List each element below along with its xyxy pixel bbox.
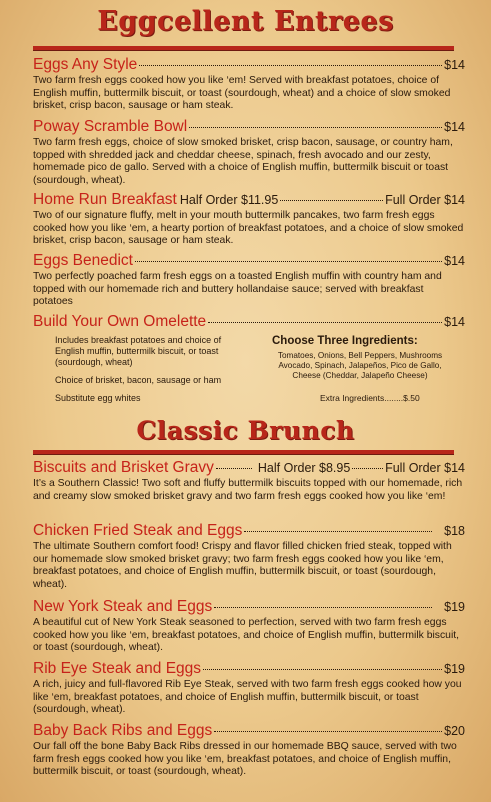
leader-dots: [139, 65, 442, 66]
leader-dots: [280, 200, 383, 201]
item-description: A rich, juicy and full-flavored Rib Eye Steak, served with two farm fresh eggs cooked how you like ‘em, breakfast potatoes, and choice of English muffin, buttermilk biscuit, or toast (sourdough, wheat).: [33, 679, 462, 716]
section-divider: [33, 46, 454, 50]
menu-item-poway-scramble-bowl: [33, 118, 465, 187]
leader-dots: [214, 607, 432, 608]
menu-item-home-run-breakfast: [33, 191, 465, 248]
menu-item-eggs-any-style: [33, 56, 465, 113]
item-price: $18: [444, 524, 465, 538]
item-name: Poway Scramble Bowl: [33, 118, 188, 135]
menu-item-new-york-steak-and-eggs: [33, 598, 465, 655]
item-price: $14: [444, 120, 465, 134]
item-half-price: Half Order $11.95: [179, 193, 279, 207]
section-title-brunch: Classic Brunch: [136, 416, 355, 445]
menu-item-build-your-own-omelette: [33, 313, 465, 331]
item-name: Baby Back Ribs and Eggs: [33, 722, 213, 739]
ingredients-line-1: Tomatoes, Onions, Bell Peppers, Mushrooms: [277, 351, 443, 360]
omelette-includes: Includes breakfast potatoes and choice of English muffin, buttermilk biscuit, or toast (sourdough, wheat): [55, 335, 222, 367]
leader-dots: [214, 731, 442, 732]
menu-item-baby-back-ribs-and-eggs: [33, 722, 465, 779]
leader-dots: [216, 468, 252, 469]
menu-item-rib-eye-steak-and-eggs: [33, 660, 465, 717]
omelette-meat-choice: Choice of brisket, bacon, sausage or ham: [55, 375, 222, 385]
item-price: $20: [444, 724, 465, 738]
leader-dots: [352, 468, 383, 469]
menu-item-biscuits-and-brisket-gravy: [33, 459, 465, 503]
item-description: The ultimate Southern comfort food! Crispy and flavor filled chicken fried steak, topped with our homemade slow smoked brisket gravy; two farm fresh eggs cooked how you like ‘em, breakfast potatoes, and choice of English muffin, buttermilk biscuit, or toast (sourdough, wheat).: [33, 541, 452, 590]
item-price: $19: [444, 600, 465, 614]
item-half-price: Half Order $8.95: [257, 461, 351, 475]
extra-ingredients: Extra Ingredients........$.50: [320, 393, 420, 403]
item-price: $19: [444, 662, 465, 676]
item-price: $14: [444, 58, 465, 72]
item-price: $14: [444, 315, 465, 329]
leader-dots: [203, 669, 442, 670]
item-description: It’s a Southern Classic! Two soft and fluffy buttermilk biscuits topped with our homemade, rich and creamy slow smoked brisket gravy and two farm fresh eggs cooked how you like ‘em!: [33, 478, 463, 502]
ingredients-line-3: Cheese (Cheddar, Jalapeño Cheese): [292, 371, 428, 380]
section-title-entrees: Eggcellent Entrees: [97, 6, 394, 37]
choose-ingredients-heading: Choose Three Ingredients:: [272, 335, 418, 347]
item-price: Full Order $14: [385, 461, 465, 475]
item-name: Eggs Benedict: [33, 252, 133, 269]
section-divider: [33, 450, 454, 454]
item-description: Our fall off the bone Baby Back Ribs dressed in our homemade BBQ sauce, served with two farm fresh eggs cooked how you like ‘em, breakfast potatoes, and choice of English muffin, buttermilk biscuit, or toast (sourdough, wheat).: [33, 741, 457, 778]
item-description: Two of our signature fluffy, melt in your mouth buttermilk pancakes, two farm fresh eggs cooked how you like ‘em, a hearty portion of breakfast potatoes, and a choice of slow smoked brisket, crisp bacon, sausage or ham steak.: [33, 210, 464, 247]
item-description: Two farm fresh eggs, choice of slow smoked brisket, crisp bacon, sausage, or country ham, topped with shredded jack and cheddar cheese, spinach, fresh avocado and our zesty, homemade pico de gallo. Served with a choice of English muffin, buttermilk biscuit or toast (sourdough, wheat).: [33, 137, 453, 186]
item-description: Two perfectly poached farm fresh eggs on a toasted English muffin with country ham and topped with our homemade rich and buttery hollandaise sauce; served with breakfast potatoes: [33, 271, 442, 308]
ingredients-line-2: Avocado, Spinach, Jalapeños, Pico de Gallo,: [278, 361, 442, 370]
item-description: Two farm fresh eggs cooked how you like ‘em! Served with breakfast potatoes, choice of English muffin, buttermilk biscuit, or toast (sourdough, wheat) and a choice of slow smoked brisket, crisp bacon, sausage or ham steak.: [33, 75, 451, 112]
leader-dots: [189, 127, 442, 128]
menu-item-chicken-fried-steak-and-eggs: [33, 522, 465, 591]
item-name: Home Run Breakfast: [33, 191, 177, 208]
item-name: Biscuits and Brisket Gravy: [33, 459, 214, 476]
item-name: Build Your Own Omelette: [33, 313, 207, 330]
item-name: New York Steak and Eggs: [33, 598, 213, 615]
item-name: Chicken Fried Steak and Eggs: [33, 522, 243, 539]
item-description: A beautiful cut of New York Steak seasoned to perfection, served with two farm fresh eggs cooked how you like ‘em, breakfast potatoes, and choice of English muffin, buttermilk biscuit, or toast (sourdough, wheat).: [33, 617, 460, 654]
item-price: Full Order $14: [385, 193, 465, 207]
leader-dots: [244, 531, 432, 532]
item-price: $14: [444, 254, 465, 268]
item-name: Rib Eye Steak and Eggs: [33, 660, 202, 677]
omelette-substitute: Substitute egg whites: [55, 393, 141, 403]
leader-dots: [135, 261, 442, 262]
item-name: Eggs Any Style: [33, 56, 138, 73]
menu-item-eggs-benedict: [33, 252, 465, 309]
leader-dots: [208, 322, 442, 323]
